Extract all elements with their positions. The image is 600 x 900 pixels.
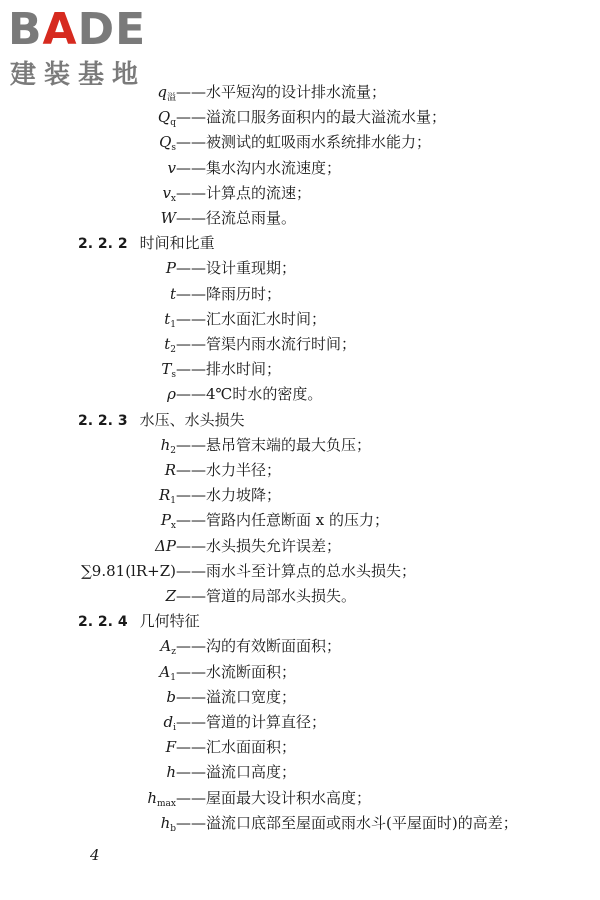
section-title: 几何特征	[139, 612, 200, 631]
symbol-definition: ——径流总雨量。	[176, 209, 297, 227]
symbol-term	[161, 206, 176, 230]
symbol-row	[0, 811, 600, 835]
symbol-base: A	[159, 662, 171, 681]
symbol-row	[0, 710, 600, 734]
symbol-subscript: s	[171, 143, 176, 154]
symbol-base: A	[160, 637, 172, 656]
symbol-term	[166, 760, 176, 784]
symbol-definition: ——管道的局部水头损失。	[176, 587, 357, 605]
symbol-base: d	[163, 713, 174, 731]
symbol-row	[0, 181, 600, 205]
logo-subtitle: 建装基地	[10, 60, 147, 90]
symbol-base: h	[160, 813, 171, 832]
symbol-definition: ——雨水斗至计算点的总水头损失；	[176, 561, 417, 580]
section-title: 时间和比重	[139, 234, 215, 253]
symbol-term	[165, 458, 176, 482]
symbol-term	[161, 811, 176, 841]
symbol-base: q	[157, 83, 167, 101]
section-number: 2. 2. 3	[78, 412, 128, 429]
symbol-definition: ——悬吊管末端的最大负压；	[176, 435, 372, 454]
symbol-definition: ——集水沟内水流速度；	[176, 158, 342, 177]
symbol-definition: ——溢流口服务面积内的最大溢流水量；	[176, 108, 447, 127]
section-number: 2. 2. 2	[78, 236, 128, 253]
symbol-definition: ——沟的有效断面面积；	[176, 637, 342, 656]
symbol-subscript: b	[170, 823, 176, 834]
symbol-base: h	[147, 788, 158, 807]
symbol-base: T	[161, 360, 172, 379]
symbol-term	[166, 685, 176, 709]
symbol-row	[0, 206, 600, 230]
symbol-term	[155, 534, 176, 558]
symbol-definition: ——溢流口高度；	[176, 763, 297, 782]
symbol-base: Q	[157, 108, 171, 127]
symbol-base: h	[166, 763, 176, 782]
symbol-base: F	[165, 738, 176, 757]
symbol-definition: ——溢流口宽度；	[176, 687, 297, 706]
symbol-definition: ——汇水面汇水时间；	[176, 309, 327, 328]
symbol-term	[168, 156, 176, 180]
symbol-row	[0, 660, 600, 684]
symbol-definition: ——排水时间；	[176, 360, 282, 379]
symbol-definition: ——水力半径；	[176, 461, 282, 479]
symbol-subscript: x	[170, 193, 176, 204]
symbol-base: v	[167, 158, 176, 177]
symbol-definition: ——管渠内雨水流行时间；	[176, 335, 357, 353]
symbol-row	[0, 156, 600, 180]
symbol-row	[0, 433, 600, 457]
symbol-row	[0, 760, 600, 784]
symbol-subscript: z	[171, 647, 176, 658]
symbol-base: Q	[159, 133, 172, 152]
symbol-definition: ——水力坡降；	[176, 486, 282, 505]
symbol-term	[166, 256, 176, 280]
symbol-base: ΔP	[155, 536, 176, 555]
symbol-definition: ——溢流口底部至屋面或雨水斗(平屋面时)的高差；	[176, 813, 518, 832]
symbol-base: Z	[165, 587, 176, 605]
symbol-definition: ——水平短沟的设计排水流量；	[176, 83, 387, 101]
logo-wordmark: BADE	[8, 4, 147, 55]
symbol-row	[0, 307, 600, 331]
symbol-definition: ——计算点的流速；	[176, 183, 312, 202]
symbol-definition: ——管路内任意断面 x 的压力；	[176, 511, 389, 530]
symbol-definition: ——汇水面面积；	[176, 738, 297, 757]
symbol-base: v	[162, 183, 171, 202]
symbol-definition: ——水头损失允许误差；	[176, 536, 342, 555]
symbol-definition: ——4℃时水的密度。	[176, 385, 323, 404]
symbol-subscript: max	[157, 798, 176, 809]
symbol-base: R	[158, 486, 171, 505]
symbol-row	[0, 534, 600, 558]
symbol-definition: ——屋面最大设计积水高度；	[176, 788, 372, 807]
symbol-row	[0, 105, 600, 129]
symbol-definition: ——水流断面积；	[176, 662, 297, 681]
symbol-definition: ——被测试的虹吸雨水系统排水能力；	[176, 133, 432, 152]
section-heading	[78, 231, 215, 255]
symbol-term	[166, 735, 176, 759]
symbol-row	[0, 584, 600, 608]
symbol-base: P	[160, 511, 171, 530]
symbol-base: P	[165, 259, 176, 278]
symbol-row	[0, 458, 600, 482]
symbol-subscript: 2	[170, 345, 176, 355]
symbol-subscript: 1	[170, 496, 176, 507]
symbol-row	[0, 483, 600, 507]
symbol-row	[0, 382, 600, 406]
symbol-base: t	[164, 309, 171, 328]
symbol-row	[0, 256, 600, 280]
section-heading	[78, 408, 245, 432]
section-title: 水压、水头损失	[139, 410, 245, 429]
symbol-base: ∑9.81(lR+Z)	[81, 561, 176, 580]
symbol-row	[0, 130, 600, 154]
symbol-subscript: 1	[170, 319, 176, 330]
symbol-row	[0, 685, 600, 709]
symbol-row	[0, 508, 600, 532]
symbol-base: b	[166, 687, 176, 706]
symbol-base: t	[169, 284, 176, 303]
symbol-row	[0, 786, 600, 810]
symbol-row	[0, 634, 600, 658]
symbol-term	[167, 382, 176, 406]
symbol-row	[0, 559, 600, 583]
symbol-row	[0, 80, 600, 104]
symbol-base: h	[160, 435, 171, 454]
symbol-subscript: s	[171, 370, 176, 381]
symbol-term	[166, 584, 176, 608]
symbol-definition: ——管道的计算直径；	[176, 713, 327, 731]
symbol-subscript: 1	[170, 672, 176, 683]
symbol-base: W	[160, 209, 176, 227]
symbol-subscript: q	[170, 118, 176, 129]
section-heading	[78, 609, 200, 633]
symbol-row	[0, 282, 600, 306]
symbol-subscript: 2	[170, 445, 176, 456]
symbol-row	[0, 735, 600, 759]
symbol-row	[0, 332, 600, 356]
symbol-subscript: 溢	[166, 93, 176, 103]
symbol-definition: ——降雨历时；	[176, 284, 282, 303]
symbol-definition: ——设计重现期；	[176, 259, 297, 278]
symbol-subscript: i	[173, 723, 176, 733]
page-number: 4	[90, 846, 100, 864]
symbol-base: t	[164, 335, 171, 353]
symbol-row	[0, 357, 600, 381]
symbol-subscript: x	[170, 521, 176, 532]
section-number: 2. 2. 4	[78, 614, 128, 631]
symbol-base: ρ	[167, 385, 176, 404]
symbol-base: R	[164, 461, 176, 479]
symbol-term	[81, 559, 176, 583]
